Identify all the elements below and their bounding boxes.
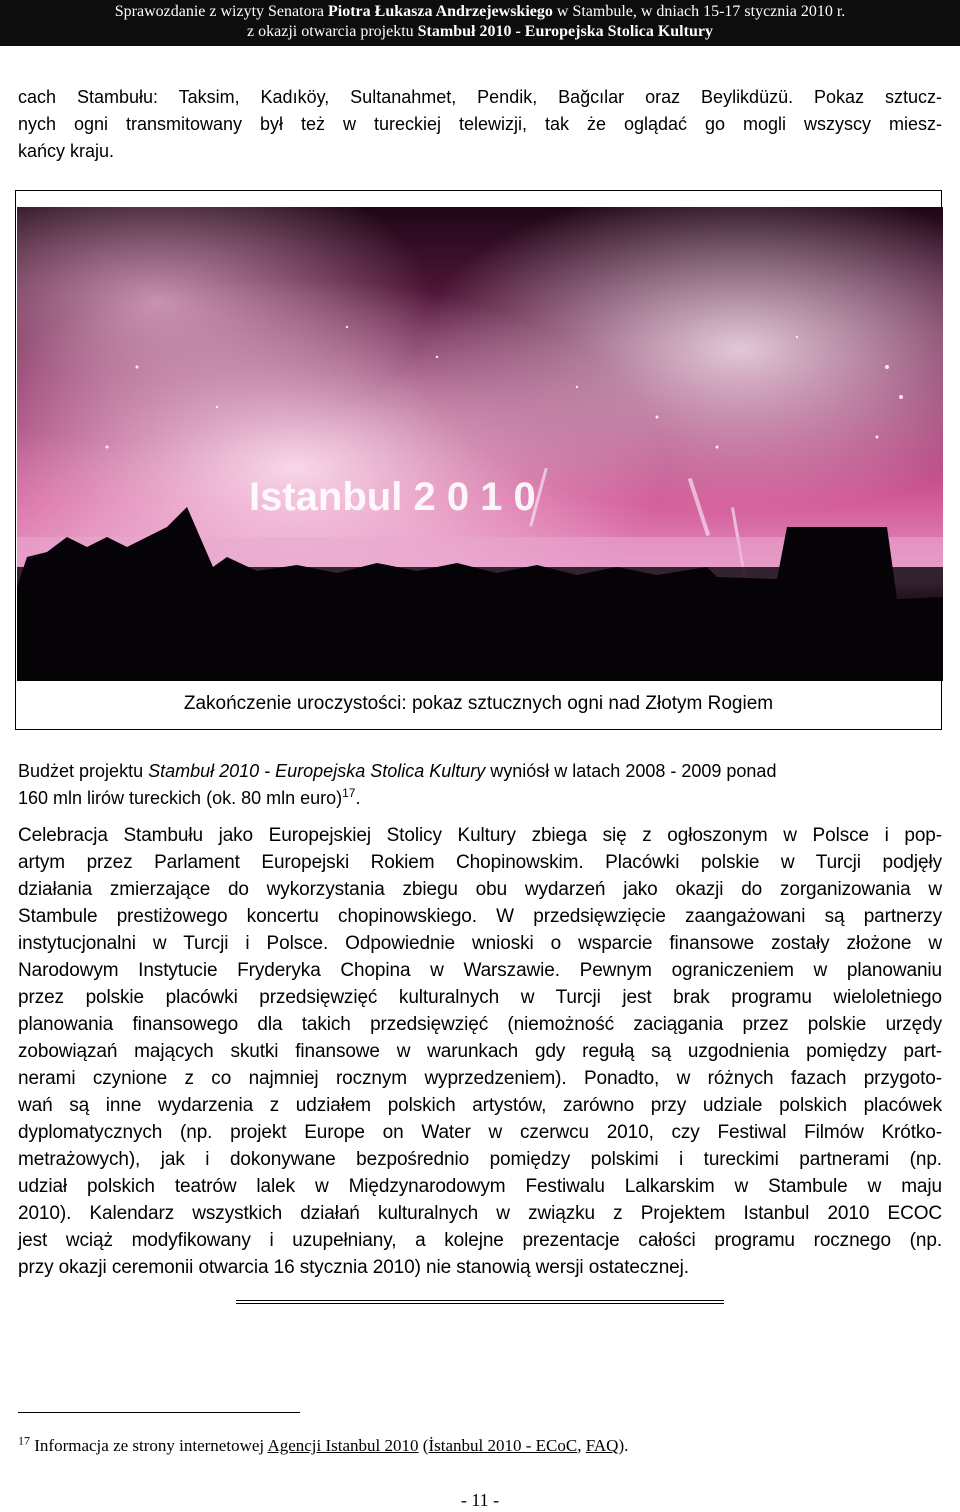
- budget-text: Budżet projektu: [18, 761, 149, 781]
- text-line: dyplomatycznych (np. projekt Europe on Water w czerwcu 2010, czy Festiwal Filmów Krótko-: [18, 1122, 942, 1143]
- text-line: przez polskie placówki przedsięwzięć kulturalnych w Turcji jest brak programu wieloletniego: [18, 987, 942, 1008]
- text-line: [18, 758, 942, 785]
- text-line: [18, 785, 942, 812]
- budget-text: .: [355, 788, 361, 808]
- svg-text:Istanbul 2 0 1 0: Istanbul 2 0 1 0: [249, 475, 536, 519]
- text-line: cach Stambułu: Taksim, Kadıköy, Sultanahmet, Pendik, Bağcılar oraz Beylikdüzü. Pokaz sztucz-: [18, 87, 942, 107]
- fireworks-photo-image: [17, 207, 943, 681]
- text-line: wań są inne wydarzenia z udziałem polskich artystów, zarówno przy udziale polskich placówek: [18, 1095, 942, 1116]
- budget-text: 160 mln lirów tureckich (ok. 80 mln euro): [18, 788, 343, 808]
- text-line: 2010). Kalendarz wszystkich działań kulturalnych w związku z Projektem Istanbul 2010 ECOC: [18, 1203, 942, 1224]
- footnote-text: ).: [618, 1436, 629, 1455]
- text-line: metrażowych), jak i dokonywane bezpośrednio pomiędzy polskimi i tureckimi partnerami (np.: [18, 1149, 942, 1170]
- header-line-2: [0, 23, 960, 41]
- text-line: planowania finansowego dla takich przedsięwzięć (niemożność zaciągania przez polskie urzędy: [18, 1014, 942, 1035]
- figure-caption: Zakończenie uroczystości: pokaz sztucznych ogni nad Złotym Rogiem: [183, 693, 774, 714]
- footnote-rule: [18, 1412, 300, 1413]
- text-line: udział polskich teatrów lalek w Międzynarodowym Festiwalu Lalkarskim w Stambule w maju: [18, 1176, 942, 1197]
- text-line: Stambule prestiżowego koncertu chopinowskiego. W przedsięwzięcie zaangażowani są partnerzy: [18, 906, 942, 927]
- text-line: instytucjonalni w Turcji i Polsce. Odpowiednie wnioski o wsparcie finansowe zostały złożone w: [18, 933, 942, 954]
- text-line: kańcy kraju.: [18, 141, 115, 161]
- project-title-italic: Stambuł 2010 - Europejska Stolica Kultury: [148, 761, 486, 781]
- text-line: nych ogni transmitowany był też w tureckiej telewizji, tak że oglądać go mogli wszyscy miesz-: [18, 114, 942, 134]
- text-line: Celebracja Stambułu jako Europejskiej Stolicy Kultury zbiega się z ogłoszonym w Polsce i pop-: [18, 825, 942, 846]
- header-line-1: [0, 3, 960, 21]
- footnote-text: ,: [577, 1436, 586, 1455]
- text-line: zobowiązań mających skutki finansowe w warunkach gdy regułą są uzgodnienia pomiędzy part-: [18, 1041, 942, 1062]
- section-separator: [236, 1300, 724, 1304]
- footnote: [18, 1433, 629, 1456]
- footnote-number: 17: [18, 1433, 30, 1448]
- celebration-paragraph: [18, 822, 942, 1281]
- budget-paragraph: [18, 758, 942, 812]
- text-line: nerami czynione z co najmniej rocznym wyprzedzeniem). Ponadto, w różnych fazach przygoto-: [18, 1068, 942, 1089]
- header-project-name: Stambuł 2010 - Europejska Stolica Kultury: [417, 23, 713, 40]
- footnote-link-faq[interactable]: FAQ: [585, 1436, 619, 1455]
- header-text: Sprawozdanie z wizyty Senatora: [114, 3, 328, 20]
- budget-text: wyniósł w latach 2008 - 2009 ponad: [485, 761, 777, 781]
- page-header: [0, 0, 960, 46]
- footnote-reference[interactable]: 17: [342, 786, 356, 800]
- header-senator-name: Piotra Łukasza Andrzejewskiego: [328, 3, 553, 20]
- text-line: Narodowym Instytucie Fryderyka Chopina w Warszawie. Pewnym ograniczeniem w planowaniu: [18, 960, 942, 981]
- text-line: działania zmierzające do wykorzystania zbiegu obu wydarzeń jako okazji do zorganizowania w: [18, 879, 942, 900]
- footnote-text: Informacja ze strony internetowej: [30, 1436, 268, 1455]
- footnote-link-ecoc[interactable]: İstanbul 2010 - ECoC: [428, 1436, 578, 1455]
- header-text: w Stambule, w dniach 15-17 stycznia 2010 r.: [552, 3, 846, 20]
- text-line: przy okazji ceremonii otwarcia 16 stycznia 2010) nie stanowią wersji ostatecznej.: [18, 1257, 689, 1278]
- footnote-link-agency[interactable]: Agencji Istanbul 2010: [267, 1436, 419, 1455]
- fireworks-photo: [17, 207, 943, 681]
- text-line: jest wciąż modyfikowany i uzupełniany, a kolejne prezentacje całości programu rocznego (np.: [18, 1230, 942, 1251]
- header-text: z okazji otwarcia projektu: [247, 23, 418, 40]
- intro-paragraph: [18, 84, 942, 165]
- footnote-text: (: [418, 1436, 429, 1455]
- text-line: artym przez Parlament Europejski Rokiem Chopinowskim. Placówki polskie w Turcji podjęły: [18, 852, 942, 873]
- page-number: - 11 -: [460, 1490, 500, 1510]
